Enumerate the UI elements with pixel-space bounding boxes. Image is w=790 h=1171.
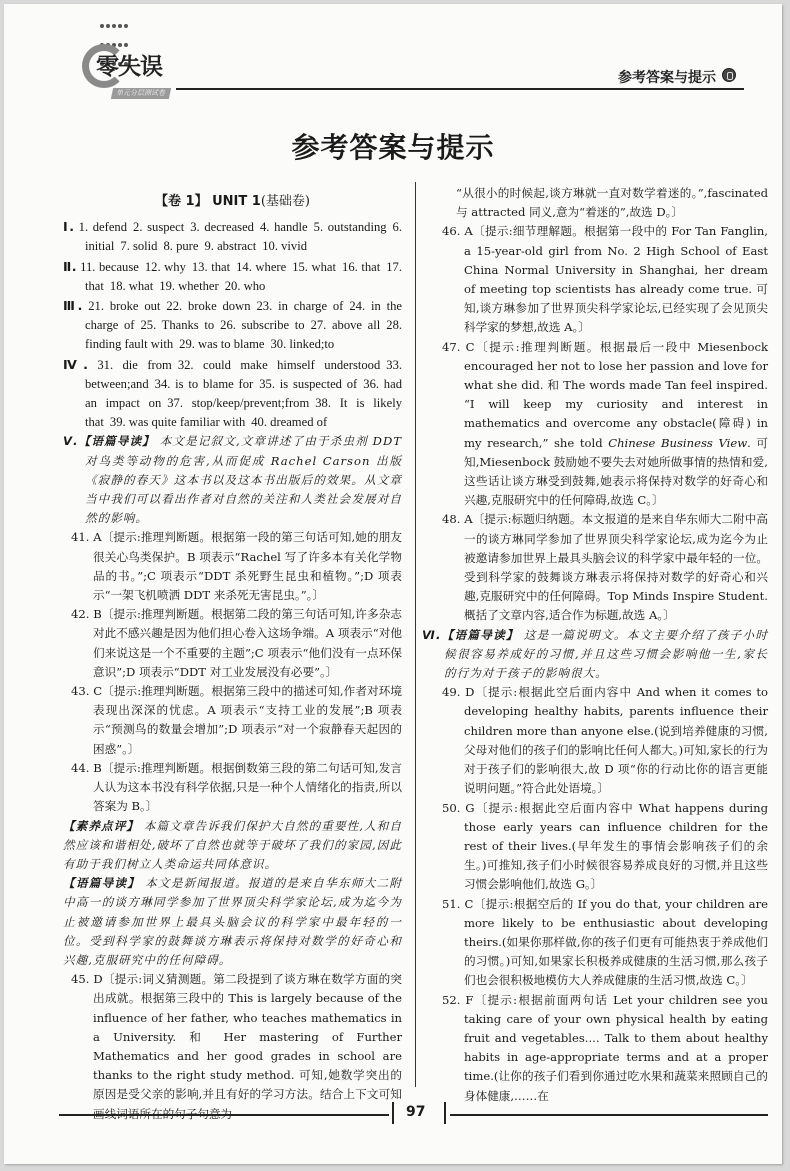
answer-item: 32. could make himself understood (177, 357, 381, 372)
answer-51: 51. C〔提示:根据空后的 If you do that, your children are more likely to be enthusiastic about developing theirs.(如果你那样做,你的孩子们更有可能热衷于养成他们的习惯。)可知,如果家长积极养成健康的生活习惯,那么孩子们也会很积极地模仿大人养成健康的生活习惯,故选 C。〕 (442, 896, 768, 988)
section-number: Ⅲ. (63, 298, 83, 314)
answer-item: 21. broke out (88, 299, 161, 314)
answer-item: 14. where (236, 259, 287, 274)
answer-item: 19. whether (159, 278, 219, 293)
unit-label: 【卷 1】 UNIT 1 (155, 194, 261, 209)
answer-item: 31. die from (97, 357, 172, 372)
answer-item: 2. suspect (133, 220, 185, 235)
section-intro-text: 本文是记叙文,文章讲述了由于杀虫剂 DDT 对鸟类等动物的危害,从而促成 Rachel Carson 出版《寂静的春天》这本书以及这本书出版后的效果。从文章当中我们可以看出作者对自然的关注和人类社会发展对自然的影响。 (85, 434, 402, 526)
answer-item: 38. It is likely that (85, 396, 402, 430)
answer-46: 46. A〔提示:细节理解题。根据第一段中的 For Tan Fanglin, a 15-year-old girl from No. 2 High School of East China Normal University in Shanghai, her dream of meeting top scientists has already come true. 可知,谈方琳参加了世界顶尖科学家论坛,已经实现了会见顶尖科学家的梦想,故选 A。〕 (442, 224, 768, 335)
answer-47-text-end: . 可知,Miesenbock 鼓励她不要失去对她所做事情的热情和爱,这些话让谈方琳受到鼓舞,她表示将保持对数学的好奇心和兴趣,克服研究中的任何障碍,故选 C。〕 (464, 435, 768, 508)
document-page (4, 4, 782, 1164)
section-5-intro (63, 432, 402, 528)
answer-44: 44. B〔提示:推理判断题。根据倒数第三段的第二句话可知,发言人认为这本书没有科学依据,只是一种个人情绪化的指责,所以答案为 B。〕 (71, 760, 402, 814)
logo-tagline: 单元分层测试卷 (111, 88, 171, 99)
answer-item: 29. was to blame (179, 337, 265, 352)
header-rule (176, 88, 744, 90)
answer-item: 10. vivid (262, 239, 308, 254)
page-number: 97 (406, 1104, 426, 1120)
answer-43: 43. C〔提示:推理判断题。根据第三段中的描述可知,作者对环境表现出深深的忧虑。A 项表示“支持工业的发展”;B 项表示“预测鸟的数量会增加”;D 项表示“对一个寂静春天起因的困惑”。〕 (71, 684, 402, 756)
header-badge-icon (722, 68, 736, 82)
answer-item: 30. linked;to (270, 337, 335, 352)
answer-item: 25. Thanks to (140, 318, 215, 333)
answer-item: 16. that (342, 259, 381, 274)
answer-item: 9. abstract (204, 239, 257, 254)
section-4-answers (63, 355, 402, 433)
answer-item: 13. that (191, 259, 231, 274)
answer-42: 42. B〔提示:推理判断题。根据第二段的第三句话可知,许多杂志对此不感兴趣是因为他们担心卷入这场争端。A 项表示“对他们来说这是一个不重要的主题”;C 项表示“他们没有一点环保意识”;D 项表示“DDT 对工业发展没有必要”。〕 (71, 607, 402, 679)
section-label: 【语篇导读】 (78, 434, 155, 449)
answer-item: 6. initial (85, 220, 402, 254)
answer-item: 15. what (292, 259, 337, 274)
answer-item: 37. stop/keep/prevent;from (167, 396, 310, 411)
answer-48: 48. A〔提示:标题归纳题。本文报道的是来自华东师大二附中高一的谈方琳同学参加了世界顶尖科学家论坛,成为迄今为止被邀请参加世界上最具头脑会议的科学家中最年轻的一位。受到科学家的鼓舞谈方琳表示将保持对数学的好奇心和兴趣,克服研究中的任何障碍。Top Minds Inspire Student. 概括了文章内容,适合作为标题,故选 A。〕 (442, 512, 768, 623)
answer-47-text: 47. C〔提示:推理判断题。根据最后一段中 Miesenbock encouraged her not to lose her passion and love for what she did. 和 The words made Tan feel inspired. “I will keep my curiosity and interest in mathematics and overcome any obstacle(障碍) in my research,” she told (442, 339, 768, 450)
section-intro-text: 这是一篇说明文。本文主要介绍了孩子小时候很容易养成好的习惯,并且这些习惯会影响他一生,家长的行为对于孩子的影响很大。 (444, 627, 768, 681)
answer-item: 35. is suspected of (259, 376, 358, 391)
running-header-title: 参考答案与提示 (618, 70, 716, 86)
answer-50: 50. G〔提示:根据此空后面内容中 What happens during those early years can influence children for the rest of their lives.(早年发生的事情会影响孩子们的余生。)可推知,孩子们小时候很容易养成良好的习惯,并且这些习惯会影响他们,故选 G。〕 (442, 800, 768, 892)
answer-item: 40. dreamed of (251, 415, 328, 430)
footer-bar-right (444, 1102, 446, 1124)
answer-item: 26. subscribe to (220, 318, 305, 333)
answer-item: 8. pure (163, 239, 199, 254)
footer-rule-left (59, 1114, 389, 1116)
section-number: Ⅵ. (422, 627, 442, 642)
publication-name: Chinese Business View (608, 435, 748, 450)
logo-brand-text: 零失误 (96, 53, 162, 80)
footer-bar-left (392, 1102, 394, 1124)
answer-item: 3. decreased (190, 220, 254, 235)
comment-label: 【素养点评】 (63, 818, 140, 833)
section-6-intro (422, 626, 768, 684)
answer-item: 34. is to blame for (154, 376, 254, 391)
section-number: Ⅱ. (63, 258, 77, 274)
left-column (63, 184, 402, 1124)
answer-item: 17. that (85, 259, 402, 293)
answer-item: 5. outstanding (313, 220, 387, 235)
answer-item: 22. broke down (166, 299, 251, 314)
answer-45-continued: “从很小的时候起,谈方琳就一直对数学着迷的。”,fascinated 与 attracted 同义,意为“着迷的”,故选 D。〕 (456, 186, 768, 220)
answer-52: 52. F〔提示:根据前面两句话 Let your children see you taking care of your own physical health by eating fruit and vegetables.... Talk to them about healthy habits in age-appropriate terms and at a proper time.(让你的孩子们看到你通过吃水果和蔬菜来照顾自己的身体健康,……在 (442, 992, 768, 1103)
footer-rule-right (450, 1114, 768, 1116)
section-number: Ⅴ. (63, 434, 79, 449)
answer-49: 49. D〔提示:根据此空后面内容中 And when it comes to developing healthy habits, parents influence their children more than anyone else.(说到培养健康的习惯,父母对他们的孩子们的影响比任何人都大。)可知,家长的行为对于孩子们的影响很大,故 D 项“你的行动比你的语言更能说明问题。”符合此处语境。〕 (442, 685, 768, 796)
answer-item: 28. finding fault with (85, 318, 403, 352)
answer-item: 23. in charge of (256, 299, 344, 314)
section-3-answers (63, 296, 402, 355)
answer-item: 12. why (144, 259, 186, 274)
passage-guide (63, 874, 402, 970)
answer-item: 33. between;and (85, 357, 403, 391)
section-number: Ⅰ. (63, 219, 74, 235)
answer-47 (434, 338, 768, 511)
section-number: Ⅳ. (63, 356, 88, 372)
answer-item: 36. had an impact on (85, 376, 402, 411)
answer-item: 7. solid (120, 239, 158, 254)
answer-item: 39. was quite familiar with (109, 415, 246, 430)
unit-sub: (基础卷) (260, 194, 310, 209)
publisher-logo (76, 14, 216, 97)
answer-item: 20. who (224, 278, 266, 293)
answer-item: 4. handle (259, 220, 308, 235)
column-divider (415, 182, 416, 1087)
right-column (422, 184, 768, 1106)
answer-45: 45. D〔提示:词义猜测题。第二段提到了谈方琳在数学方面的突出成就。根据第三段中的 This is largely because of the influence of her father, who teaches mathematics in a University. 和 Her mastering of Further Mathematics and her good grades in school are thanks to the right study method. 可知,她数学突出的原因是受父亲的影响,并且有好的学习方法。结合上下文可知 (71, 972, 402, 1102)
answer-item: 1. defend (78, 220, 128, 235)
answer-item: 18. what (109, 278, 154, 293)
section-1-answers (63, 217, 402, 256)
answer-item: 24. in the charge of (85, 299, 402, 333)
guide-text: 本文是新闻报道。报道的是来自华东师大二附中高一的谈方琳同学参加了世界顶尖科学家论坛,成为迄今为止被邀请参加世界上最具头脑会议的科学家中最年轻的一位。受到科学家的鼓舞谈方琳表示将保持对数学的好奇心和兴趣,克服研究中的任何障碍。 (63, 876, 402, 967)
unit-heading (63, 192, 402, 211)
answer-item: 27. above all (310, 318, 381, 333)
section-2-answers (63, 257, 402, 296)
comment-text: 本篇文章告诉我们保护大自然的重要性,人和自然应该和谐相处,破坏了自然也就等于破坏了我们的家园,因此有助于我们树立人类命运共同体意识。 (63, 818, 402, 871)
guide-label: 【语篇导读】 (63, 876, 141, 891)
answer-41: 41. A〔提示:推理判断题。根据第一段的第三句话可知,她的朋友很关心鸟类保护。B 项表示“Rachel 写了许多本有关化学物品的书。”;C 项表示“DDT 杀死野生昆虫和植物。”;D 项表示“一架飞机喷洒 DDT 来杀死无害昆虫。”。〕 (71, 530, 402, 603)
page-title: 参考答案与提示 (291, 131, 495, 164)
literacy-comment (63, 817, 402, 875)
answer-item: 11. because (80, 259, 139, 274)
section-label: 【语篇导读】 (441, 627, 519, 642)
